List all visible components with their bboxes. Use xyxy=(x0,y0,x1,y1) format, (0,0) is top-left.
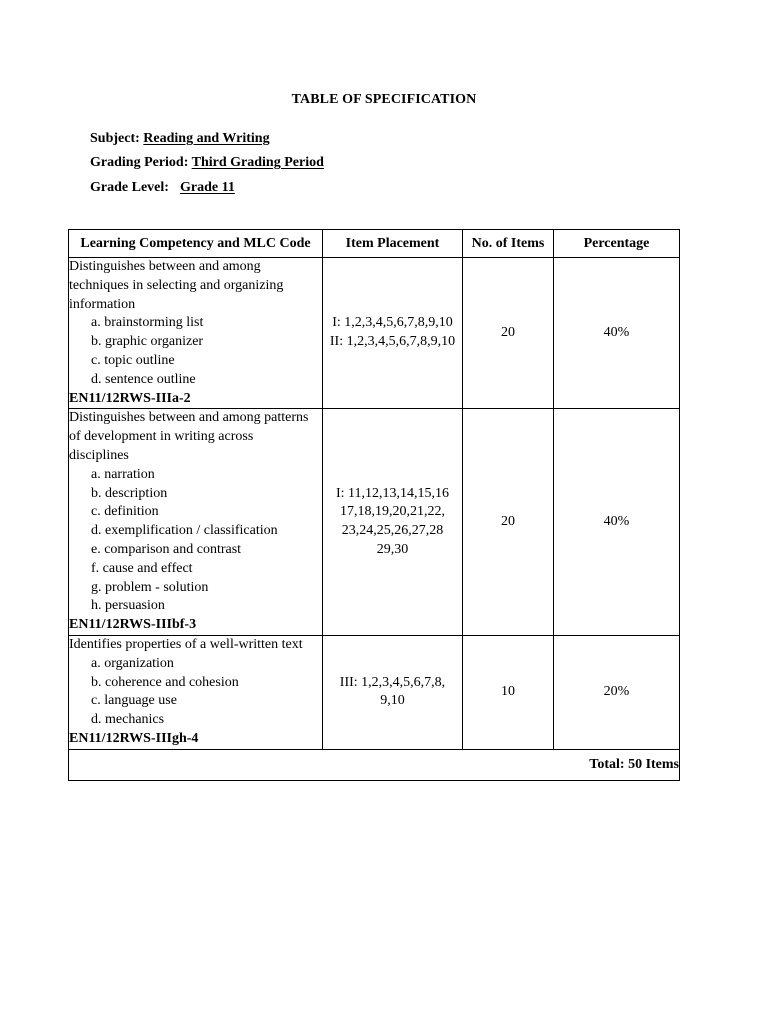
sub-item: c. definition xyxy=(91,504,159,520)
item-placement-cell xyxy=(323,258,463,409)
sub-item: h. persuasion xyxy=(91,598,165,614)
total-row xyxy=(69,749,680,780)
grading-period-line xyxy=(90,155,324,171)
competency-text: techniques in selecting and organizing xyxy=(69,277,284,293)
placement-line: I: 1,2,3,4,5,6,7,8,9,10 xyxy=(332,315,453,331)
specification-table xyxy=(68,229,680,781)
no-of-items-cell: 10 xyxy=(463,635,554,749)
competency-text: Identifies properties of a well-written text xyxy=(69,636,303,652)
subject-value: Reading and Writing xyxy=(143,131,270,146)
no-of-items-cell: 20 xyxy=(463,409,554,636)
percentage-cell: 40% xyxy=(554,409,680,636)
placement-line: III: 1,2,3,4,5,6,7,8, xyxy=(339,674,446,690)
sub-item: d. sentence outline xyxy=(91,371,196,387)
placement-line: 29,30 xyxy=(376,541,409,557)
competency-text: of development in writing across xyxy=(69,429,254,445)
placement-line: II: 1,2,3,4,5,6,7,8,9,10 xyxy=(329,334,456,350)
grade-level-label: Grade Level: xyxy=(90,180,169,195)
table-header-row xyxy=(69,230,680,258)
placement-line: 9,10 xyxy=(380,693,405,709)
no-of-items-cell: 20 xyxy=(463,258,554,409)
sub-item: d. mechanics xyxy=(91,712,165,728)
subject-label: Subject: xyxy=(90,131,140,146)
header-percentage: Percentage xyxy=(554,230,680,258)
competency-cell xyxy=(69,635,323,749)
mlc-code: EN11/12RWS-IIIgh-4 xyxy=(69,730,199,746)
grading-period-value: Third Grading Period xyxy=(191,155,324,170)
competency-cell xyxy=(69,258,323,409)
placement-line: 23,24,25,26,27,28 xyxy=(341,523,444,539)
sub-item: b. coherence and cohesion xyxy=(91,674,239,690)
sub-item: a. narration xyxy=(91,466,155,482)
sub-item: g. problem - solution xyxy=(91,579,209,595)
competency-text: Distinguishes between and among xyxy=(69,259,261,274)
item-placement-cell xyxy=(323,635,463,749)
competency-cell xyxy=(69,409,323,636)
grade-level-value: Grade 11 xyxy=(180,180,235,195)
competency-text: disciplines xyxy=(69,447,129,463)
table-row xyxy=(69,258,680,409)
percentage-cell: 20% xyxy=(554,635,680,749)
sub-item: c. topic outline xyxy=(91,352,175,368)
mlc-code: EN11/12RWS-IIIa-2 xyxy=(69,390,191,406)
header-item-placement: Item Placement xyxy=(323,230,463,258)
sub-item: f. cause and effect xyxy=(91,560,193,576)
header-no-of-items: No. of Items xyxy=(463,230,554,258)
header-competency: Learning Competency and MLC Code xyxy=(69,230,323,258)
placement-line: I: 11,12,13,14,15,16 xyxy=(335,485,450,501)
sub-item: b. description xyxy=(91,485,168,501)
competency-text: Distinguishes between and among patterns xyxy=(69,410,309,426)
grading-period-label: Grading Period: xyxy=(90,155,189,170)
sub-item: a. brainstorming list xyxy=(91,315,204,331)
document-title: TABLE OF SPECIFICATION xyxy=(291,92,477,107)
grade-level-line xyxy=(90,180,235,196)
table-row xyxy=(69,409,680,636)
sub-item: b. graphic organizer xyxy=(91,334,204,350)
subject-line xyxy=(90,131,270,147)
item-placement-cell xyxy=(323,409,463,636)
sub-item: a. organization xyxy=(91,655,174,671)
total-items: Total: 50 Items xyxy=(69,749,680,780)
placement-line: 17,18,19,20,21,22, xyxy=(340,504,445,520)
sub-item: d. exemplification / classification xyxy=(91,523,278,539)
mlc-code: EN11/12RWS-IIIbf-3 xyxy=(69,617,197,633)
sub-item: c. language use xyxy=(91,693,177,709)
sub-item: e. comparison and contrast xyxy=(91,541,242,557)
percentage-cell: 40% xyxy=(554,258,680,409)
competency-text: information xyxy=(69,296,136,312)
table-row xyxy=(69,635,680,749)
